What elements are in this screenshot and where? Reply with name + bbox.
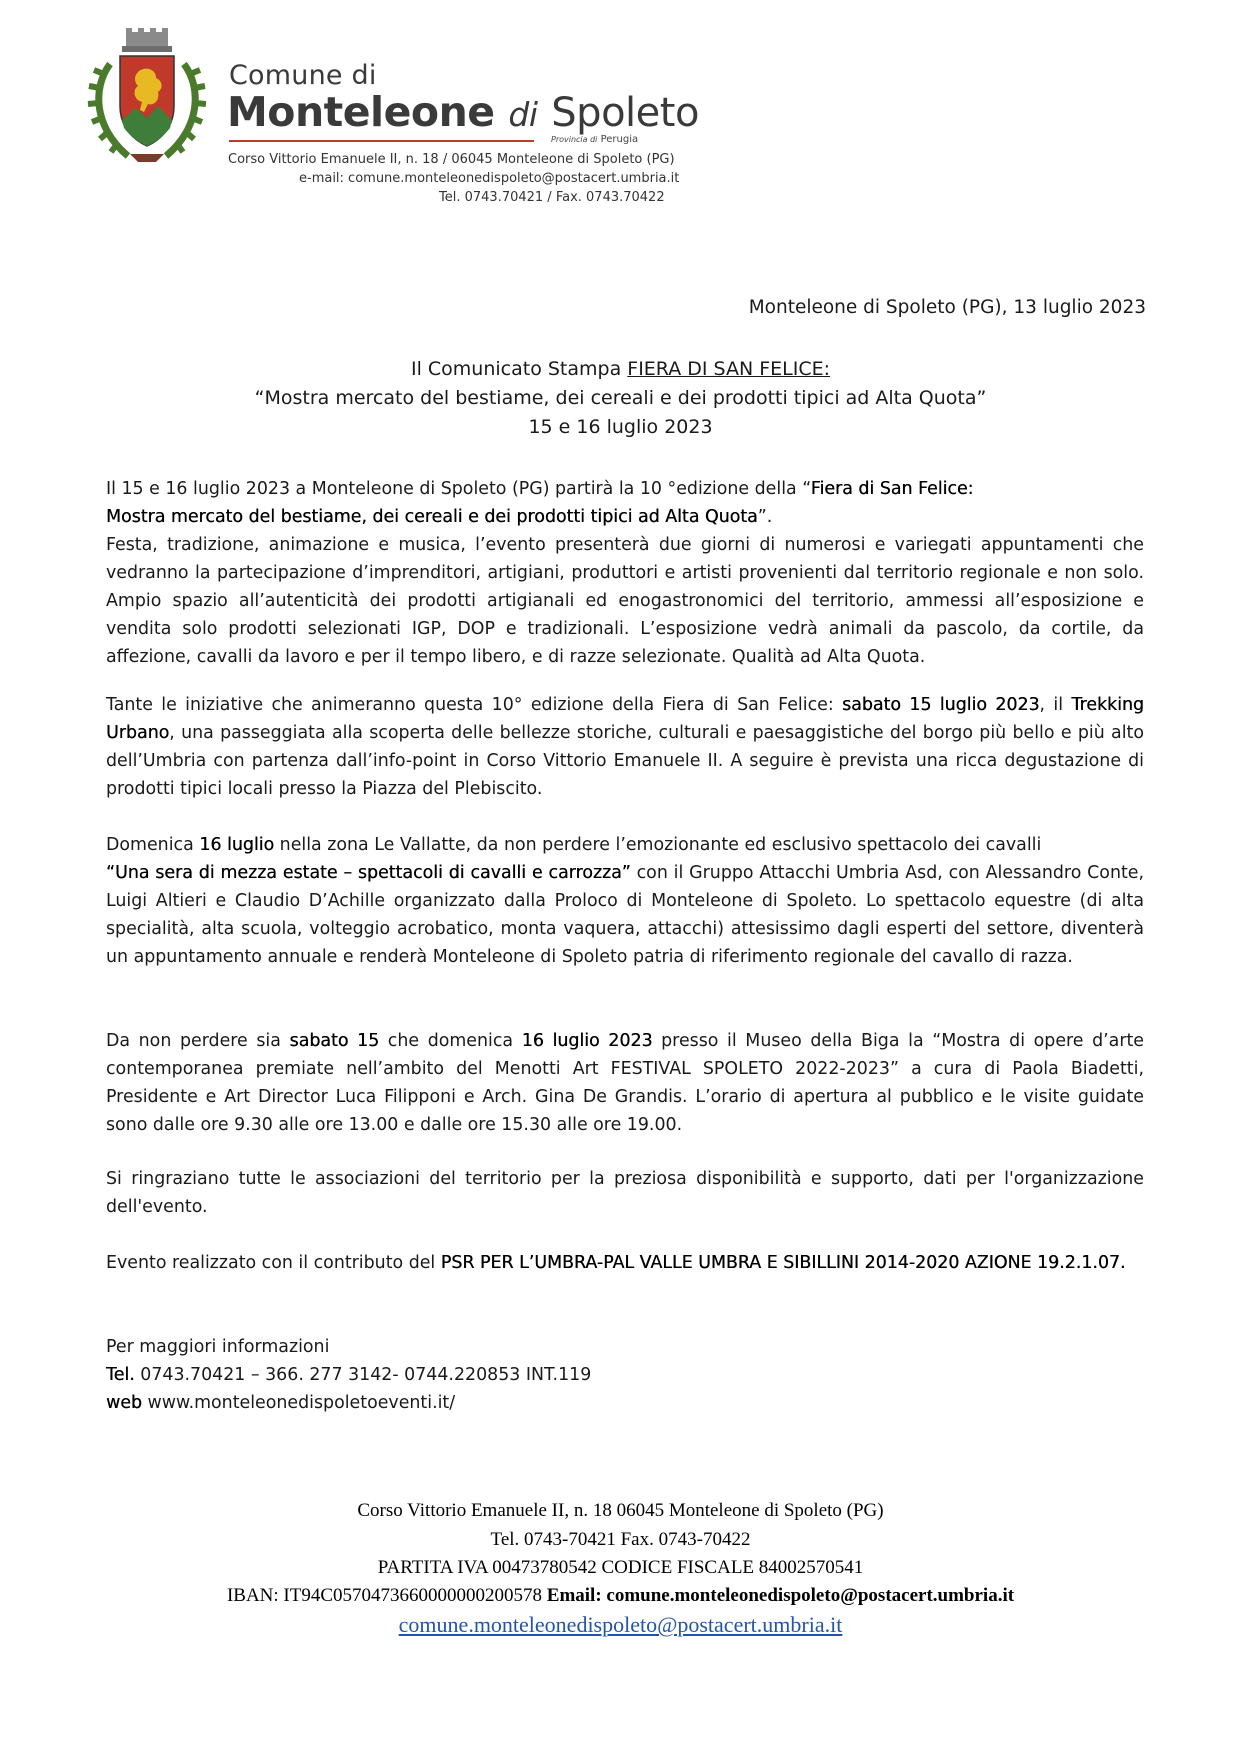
- letterhead-name-spoleto: Spoleto: [551, 90, 699, 136]
- p4-text-e: presso il Museo della Biga la “Mostra di opere d’arte contemporanea premiate nell’ambito del Menotti Art FESTIVAL SPOLETO 2022-2023” a cura di Paola Biadetti, Presidente e Art Director Luca Filipponi e Arch. Gina De Grandis. L’orario di apertura al pubblico e le visite guidate sono dalle ore 9.30 alle ore 13.00 e dalle ore 15.30 alle ore 19.00.: [106, 1031, 1145, 1135]
- p1-text-e: Festa, tradizione, animazione e musica, l’evento presenterà due giorni di numerosi e variegati appuntamenti che vedranno la partecipazione d’imprenditori, artigiani, produttori e artisti provenienti dal territorio regionale e non solo. Ampio spazio all’autenticità dei prodotti artigianali ed enogastronomici del territorio, ammessi all’esposizione e vendita solo prodotti selezionati IGP, DOP e tradizionali. L’esposizione vedrà animali da pascolo, da cortile, da affezione, cavalli da lavoro e per il tempo libero, e di razze selezionate. Qualità ad Alta Quota.: [106, 535, 1144, 667]
- letterhead-email: e-mail: comune.monteleonedispoleto@postacert.umbria.it: [299, 171, 680, 186]
- paragraph-art-exhibition: [106, 1027, 1144, 1139]
- p3-text-c: nella zona Le Vallatte, da non perdere l’emozionante ed esclusivo spettacolo dei cavalli: [274, 835, 1042, 855]
- p3-bold-date: 16 luglio: [199, 835, 275, 855]
- p2-bold-date: sabato 15 luglio 2023: [842, 695, 1040, 715]
- p6-text-a: Evento realizzato con il contributo del: [106, 1253, 441, 1273]
- footer-phone: Tel. 0743-70421 Fax. 0743-70422: [490, 1529, 751, 1550]
- p2-text-e: , una passeggiata alla scoperta delle bellezze storiche, culturali e paesaggistiche del borgo più bello e più alto dell’Umbria con partenza dall’info-point in Corso Vittorio Emanuele II. A seguire è prevista una ricca degustazione di prodotti tipici locali presso la Piazza del Plebiscito.: [106, 723, 1144, 799]
- footer-email: Email: comune.monteleonedispoleto@postacert.umbria.it: [546, 1585, 1015, 1606]
- footer-iban: IBAN: IT94C0570473660000000200578: [226, 1585, 547, 1606]
- heading-line-1: [0, 355, 1241, 384]
- paragraph-intro: [106, 475, 1144, 671]
- letterhead-provincia-label: Provincia di: [551, 135, 598, 144]
- heading-event-name: FIERA DI SAN FELICE:: [627, 358, 831, 380]
- p1-text-a: Il 15 e 16 luglio 2023 a Monteleone di Spoleto (PG) partirà la 10 °edizione della “: [106, 479, 811, 499]
- heading-line-2: “Mostra mercato del bestiame, dei cereali e dei prodotti tipici ad Alta Quota”: [254, 387, 987, 409]
- p2-text-a: Tante le iniziative che animeranno questa 10° edizione della Fiera di San Felice:: [106, 695, 843, 715]
- p2-text-c: , il: [1039, 695, 1072, 715]
- date-line: Monteleone di Spoleto (PG), 13 luglio 2023: [748, 297, 1146, 318]
- letterhead-phone: Tel. 0743.70421 / Fax. 0743.70422: [439, 190, 665, 205]
- contact-web-value: www.monteleonedispoletoeventi.it/: [141, 1393, 456, 1413]
- p3-bold-show-title: “Una sera di mezza estate – spettacoli di cavalli e carrozza”: [106, 863, 631, 883]
- p1-bold-fiera: Fiera di San Felice:: [810, 479, 974, 499]
- letterhead-comune-di: Comune di: [229, 60, 377, 91]
- p1-text-d: ”.: [757, 507, 773, 527]
- contact-info: [106, 1333, 1144, 1417]
- p1-bold-mostra: Mostra mercato del bestiame, dei cereali e dei prodotti tipici ad Alta Quota: [106, 507, 758, 527]
- footer-email-link[interactable]: comune.monteleonedispoleto@postacert.umbria.it: [398, 1612, 843, 1637]
- p4-bold-sunday: 16 luglio 2023: [521, 1031, 653, 1051]
- p4-text-a: Da non perdere sia: [106, 1031, 290, 1051]
- letterhead-municipality-name: [227, 88, 699, 136]
- letterhead-name-di: di: [508, 95, 538, 134]
- letterhead-provincia: [551, 134, 638, 145]
- footer-address: Corso Vittorio Emanuele II, n. 18 06045 Monteleone di Spoleto (PG): [357, 1500, 884, 1521]
- contact-tel-value: 0743.70421 – 366. 277 3142- 0744.220853 INT.119: [134, 1365, 592, 1385]
- letterhead-provincia-name: Perugia: [600, 134, 639, 145]
- letterhead-red-rule: [229, 140, 534, 142]
- heading-prefix: Il Comunicato Stampa: [410, 358, 628, 380]
- paragraph-funding: [106, 1249, 1144, 1277]
- paragraph-initiatives: [106, 691, 1144, 803]
- paragraph-horse-show: [106, 831, 1144, 971]
- contact-tel-label: Tel.: [106, 1365, 135, 1385]
- p6-bold-program: PSR PER L’UMBRA-PAL VALLE UMBRA E SIBILLINI 2014-2020 AZIONE 19.2.1.07.: [440, 1253, 1126, 1273]
- paragraph-thanks: Si ringraziano tutte le associazioni del territorio per la preziosa disponibilità e supporto, dati per l'organizzazione dell'evento.: [106, 1169, 1144, 1217]
- contact-web-label: web: [106, 1393, 142, 1413]
- p3-text-e: con il Gruppo Attacchi Umbria Asd, con Alessandro Conte, Luigi Altieri e Claudio D’Achille organizzato dalla Proloco di Monteleone di Spoleto. Lo spettacolo equestre (di alta specialità, alta scuola, volteggio acrobatico, monta vaquera, attacchi) attesissimo dagli esperti del settore, diventerà un appuntamento annuale e renderà Monteleone di Spoleto patria di riferimento regionale del cavallo di razza.: [106, 863, 1145, 967]
- heading-line-3: 15 e 16 luglio 2023: [528, 416, 713, 438]
- p2-bold-trekking: Trekking Urbano: [106, 695, 1144, 743]
- contact-heading: Per maggiori informazioni: [106, 1337, 330, 1357]
- p4-text-c: che domenica: [379, 1031, 522, 1051]
- footer-vat: PARTITA IVA 00473780542 CODICE FISCALE 84002570541: [377, 1557, 864, 1578]
- letterhead-address: Corso Vittorio Emanuele II, n. 18 / 06045 Monteleone di Spoleto (PG): [228, 152, 675, 167]
- p3-text-a: Domenica: [106, 835, 200, 855]
- p4-bold-saturday: sabato 15: [289, 1031, 380, 1051]
- letterhead-name-main: Monteleone: [227, 88, 495, 136]
- footer-iban-email: [0, 1585, 1241, 1607]
- coat-of-arms-icon: [86, 28, 206, 168]
